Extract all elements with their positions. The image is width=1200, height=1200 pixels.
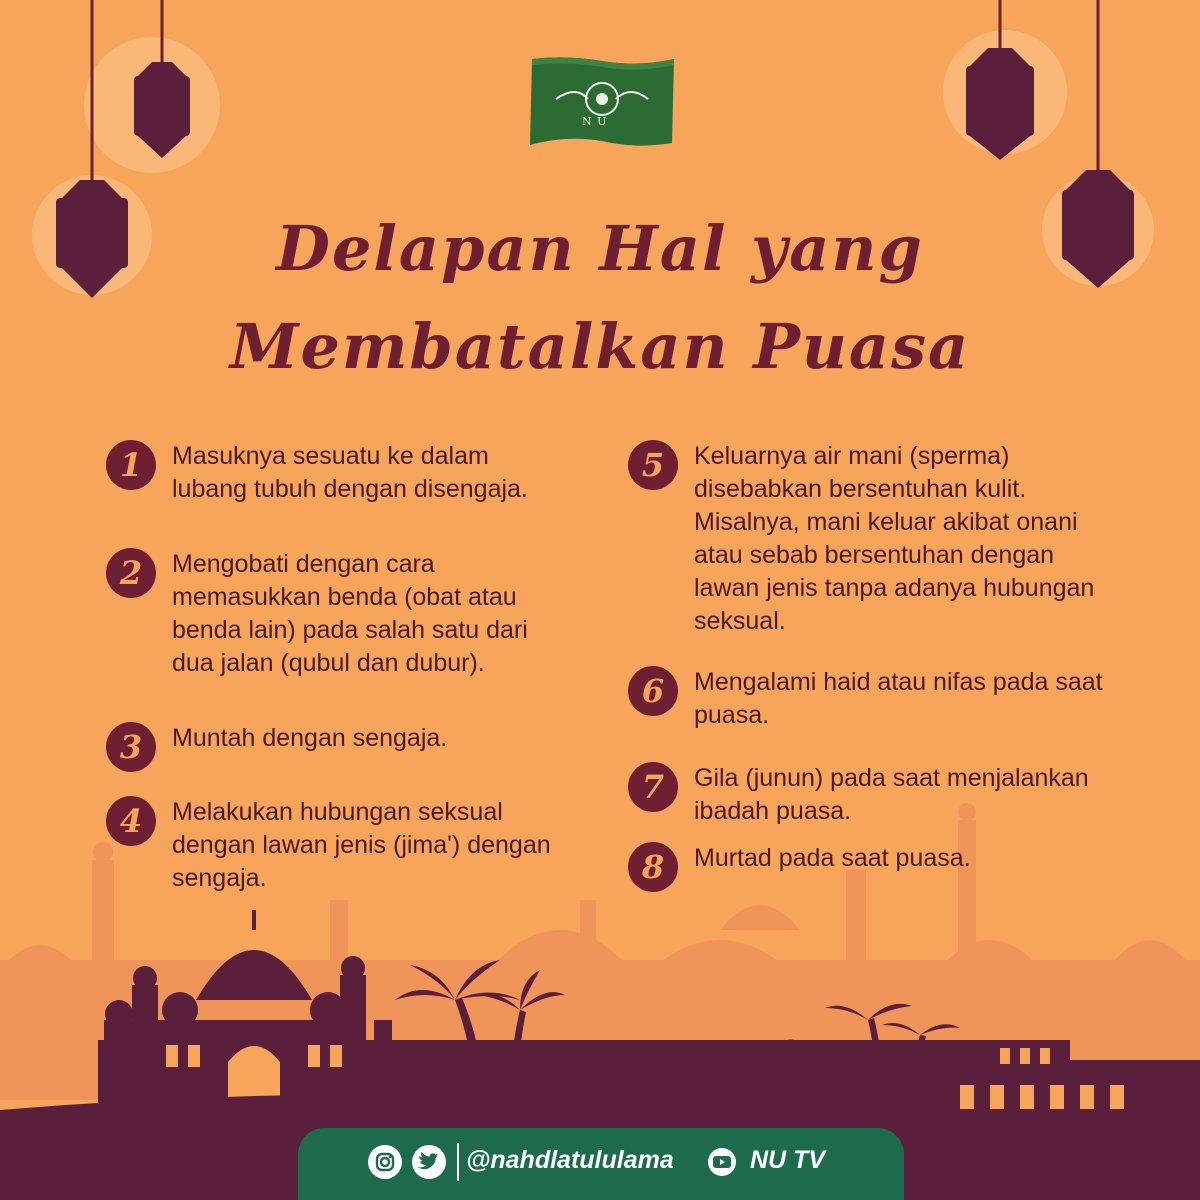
item-number-badge: 5 bbox=[628, 440, 678, 490]
list-item bbox=[106, 548, 562, 680]
nu-flag-label: N U bbox=[582, 115, 608, 128]
item-text: Keluarnya air mani (sperma) disebabkan bersentuhan kulit. Misalnya, mani keluar akibat onani atau sebab bersentuhan dengan lawan jenis tanpa adanya hubungan seksual. bbox=[694, 442, 1095, 635]
title-line-2: Membatalkan Puasa bbox=[229, 310, 971, 383]
item-number-badge: 7 bbox=[628, 762, 678, 812]
item-text: Mengobati dengan cara memasukkan benda (obat atau benda lain) pada salah satu dari dua jalan (qubul dan dubur). bbox=[172, 550, 528, 677]
instagram-icon[interactable] bbox=[368, 1145, 402, 1179]
footer-divider bbox=[457, 1143, 459, 1181]
list-item bbox=[106, 722, 562, 772]
item-number-badge: 8 bbox=[628, 842, 678, 892]
item-number-badge: 2 bbox=[106, 548, 156, 598]
list-item bbox=[106, 440, 562, 506]
item-number-badge: 4 bbox=[106, 796, 156, 846]
youtube-icon[interactable] bbox=[704, 1147, 740, 1177]
twitter-icon[interactable] bbox=[412, 1145, 446, 1179]
item-number-badge: 6 bbox=[628, 666, 678, 716]
list-item bbox=[628, 762, 1104, 828]
item-text: Mengalami haid atau nifas pada saat puasa. bbox=[694, 668, 1103, 729]
channel-name[interactable]: NU TV bbox=[750, 1146, 825, 1174]
title-line-1: Delapan Hal yang bbox=[276, 212, 924, 285]
item-text: Murtad pada saat puasa. bbox=[694, 844, 971, 872]
item-number-badge: 3 bbox=[106, 722, 156, 772]
item-number-badge: 1 bbox=[106, 440, 156, 490]
nu-flag-icon bbox=[526, 55, 678, 149]
item-text: Muntah dengan sengaja. bbox=[172, 724, 448, 752]
list-item bbox=[628, 440, 1104, 638]
item-text: Melakukan hubungan seksual dengan lawan jenis (jima') dengan sengaja. bbox=[172, 798, 551, 892]
social-handle[interactable]: @nahdlatululama bbox=[466, 1146, 674, 1174]
list-item bbox=[628, 842, 1104, 892]
item-text: Gila (junun) pada saat menjalankan ibadah puasa. bbox=[694, 764, 1089, 825]
item-text: Masuknya sesuatu ke dalam lubang tubuh dengan disengaja. bbox=[172, 442, 528, 503]
list-item bbox=[628, 666, 1104, 732]
list-item bbox=[106, 796, 562, 895]
